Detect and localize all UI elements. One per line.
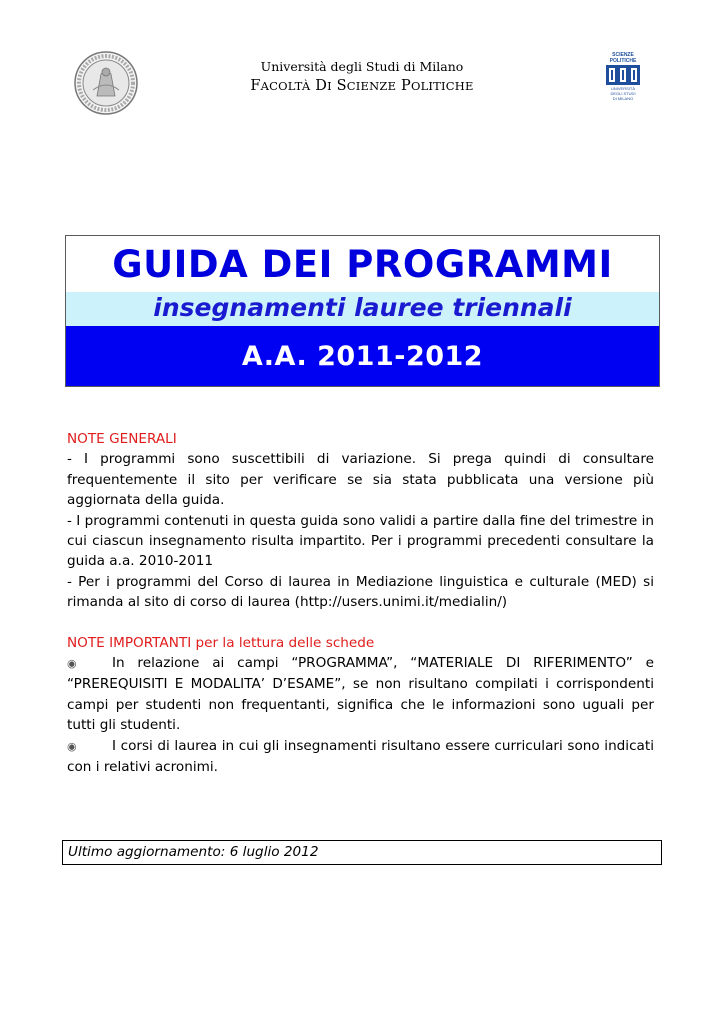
last-update-box bbox=[62, 840, 662, 865]
notes-content bbox=[67, 429, 654, 778]
university-name: Università degli Studi di Milano bbox=[260, 59, 464, 74]
notes-important-item-2 bbox=[67, 736, 654, 778]
academic-year: A.A. 2011-2012 bbox=[66, 326, 659, 386]
document-header bbox=[0, 59, 724, 96]
guide-subtitle: insegnamenti lauree triennali bbox=[66, 292, 659, 326]
notes-important-text-1: In relazione ai campi “PROGRAMMA”, “MATERIALE DI RIFERIMENTO” e “PREREQUISITI E MODALITA’ D’ESAME”, se non risultano compilati i corrispondenti campi per studenti non frequentanti, significa che le informazioni sono uguali per tutti gli studenti. bbox=[67, 655, 654, 734]
circle-bullet-icon: ◉ bbox=[67, 657, 77, 671]
last-update-text: Ultimo aggiornamento: 6 luglio 2012 bbox=[68, 844, 319, 860]
notes-general-item-1: - I programmi sono suscettibili di variazione. Si prega quindi di consultare frequentemente il sito per verificare se sia stata pubblicata una versione più aggiornata della guida. bbox=[67, 451, 654, 509]
logo-text-3: UNIVERSITÀ bbox=[610, 86, 636, 91]
logo-text-2: POLITICHE bbox=[609, 58, 637, 64]
notes-general-item-3: - Per i programmi del Corso di laurea in Mediazione linguistica e culturale (MED) si rimanda al sito di corso di laurea (http://users.unimi.it/medialin/) bbox=[67, 573, 654, 611]
title-box bbox=[65, 235, 660, 387]
notes-important-heading: NOTE IMPORTANTI per la lettura delle schede bbox=[67, 634, 375, 651]
notes-important-item-1 bbox=[67, 653, 654, 736]
notes-general-heading: NOTE GENERALI bbox=[67, 431, 177, 447]
logo-text-4: DEGLI STUDI bbox=[610, 91, 636, 96]
notes-general-item-2: - I programmi contenuti in questa guida sono validi a partire dalla fine del trimestre in cui ciascun insegnamento risulta impartito. Per i programmi precedenti consultare la guida a.a. 2010-2011 bbox=[67, 512, 654, 570]
circle-bullet-icon: ◉ bbox=[67, 739, 77, 753]
faculty-name: FACOLTÀ DI SCIENZE POLITICHE bbox=[250, 78, 474, 94]
guide-title: GUIDA DEI PROGRAMMI bbox=[66, 236, 659, 292]
logo-text-1: SCIENZE bbox=[612, 52, 634, 58]
logo-text-5: DI MILANO bbox=[612, 96, 634, 101]
notes-important-text-2: I corsi di laurea in cui gli insegnamenti risultano essere curriculari sono indicati con i relativi acronimi. bbox=[67, 737, 654, 776]
